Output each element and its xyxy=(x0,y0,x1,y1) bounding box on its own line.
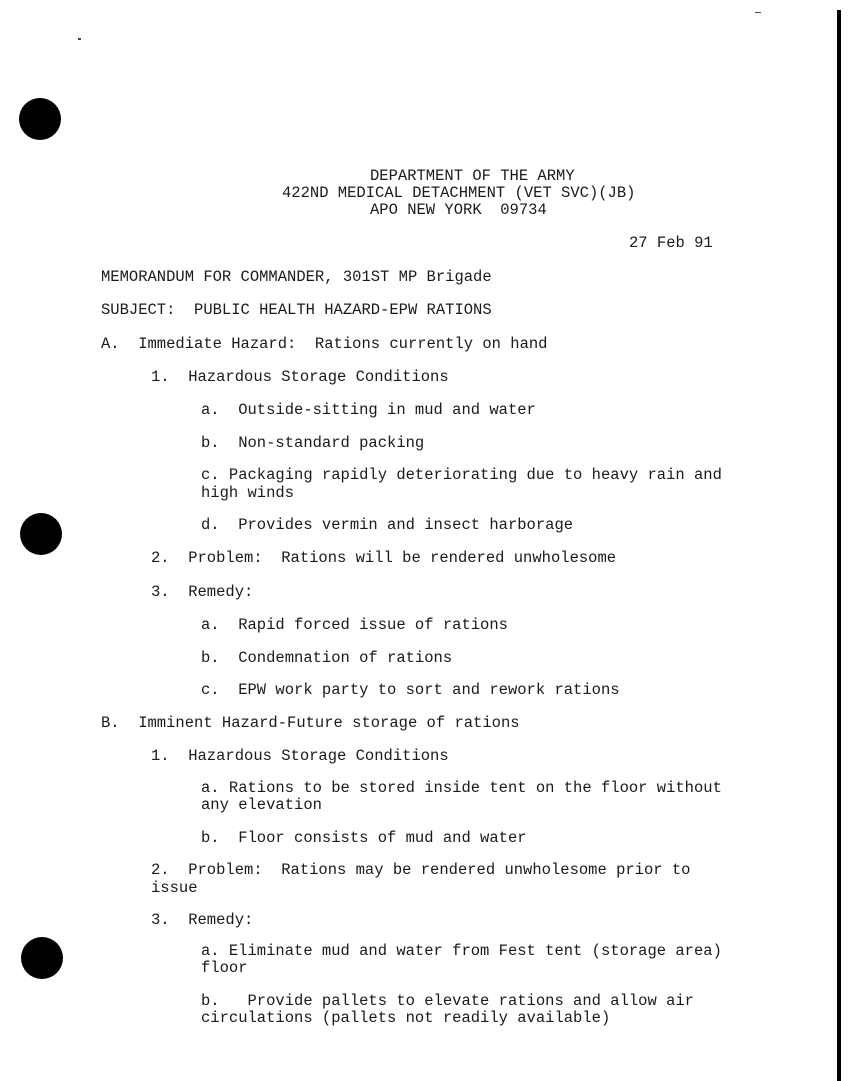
section-b-item-1b: b. Floor consists of mud and water xyxy=(201,829,527,847)
section-b-item-2-line-2: issue xyxy=(151,879,198,897)
section-b-item-1a-line-2: any elevation xyxy=(201,796,322,814)
section-a-item-2: 2. Problem: Rations will be rendered unwholesome xyxy=(151,549,617,567)
section-b-heading: B. Imminent Hazard-Future storage of rations xyxy=(101,714,520,732)
page-edge-shadow xyxy=(837,10,841,1081)
header-address: APO NEW YORK 09734 xyxy=(370,201,547,219)
section-b-item-3: 3. Remedy: xyxy=(151,911,254,929)
section-b-item-3a-line-2: floor xyxy=(201,959,248,977)
section-a-item-1a: a. Outside-sitting in mud and water xyxy=(201,401,536,419)
section-a-item-3: 3. Remedy: xyxy=(151,583,254,601)
subject-line: SUBJECT: PUBLIC HEALTH HAZARD-EPW RATIONS xyxy=(101,301,492,319)
section-a-heading: A. Immediate Hazard: Rations currently on hand xyxy=(101,335,548,353)
section-a-item-1b: b. Non-standard packing xyxy=(201,434,425,452)
header-unit: 422ND MEDICAL DETACHMENT (VET SVC)(JB) xyxy=(282,184,636,202)
memo-date: 27 Feb 91 xyxy=(629,234,713,252)
section-b-item-3b-line-2: circulations (pallets not readily available) xyxy=(201,1009,611,1027)
section-b-item-3a-line-1: a. Eliminate mud and water from Fest tent (storage area) xyxy=(201,942,722,960)
section-a-item-1c-line-1: c. Packaging rapidly deteriorating due to heavy rain and xyxy=(201,466,722,484)
section-a-item-1c-line-2: high winds xyxy=(201,484,295,502)
memo-for-line: MEMORANDUM FOR COMMANDER, 301ST MP Brigade xyxy=(101,268,492,286)
section-a-item-3c: c. EPW work party to sort and rework rations xyxy=(201,681,620,699)
punch-hole-bottom xyxy=(21,937,63,979)
section-b-item-1a-line-1: a. Rations to be stored inside tent on the floor without xyxy=(201,779,722,797)
scan-speck xyxy=(755,12,761,13)
section-b-item-2-line-1: 2. Problem: Rations may be rendered unwholesome prior to xyxy=(151,861,691,879)
section-b-item-3b-line-1: b. Provide pallets to elevate rations and allow air xyxy=(201,992,694,1010)
punch-hole-top xyxy=(19,98,61,140)
section-a-item-1d: d. Provides vermin and insect harborage xyxy=(201,516,574,534)
scan-speck xyxy=(78,38,81,40)
section-a-item-3a: a. Rapid forced issue of rations xyxy=(201,616,508,634)
section-a-item-3b: b. Condemnation of rations xyxy=(201,649,453,667)
header-org: DEPARTMENT OF THE ARMY xyxy=(370,167,575,185)
section-a-item-1: 1. Hazardous Storage Conditions xyxy=(151,368,449,386)
section-b-item-1: 1. Hazardous Storage Conditions xyxy=(151,747,449,765)
punch-hole-middle xyxy=(20,513,62,555)
